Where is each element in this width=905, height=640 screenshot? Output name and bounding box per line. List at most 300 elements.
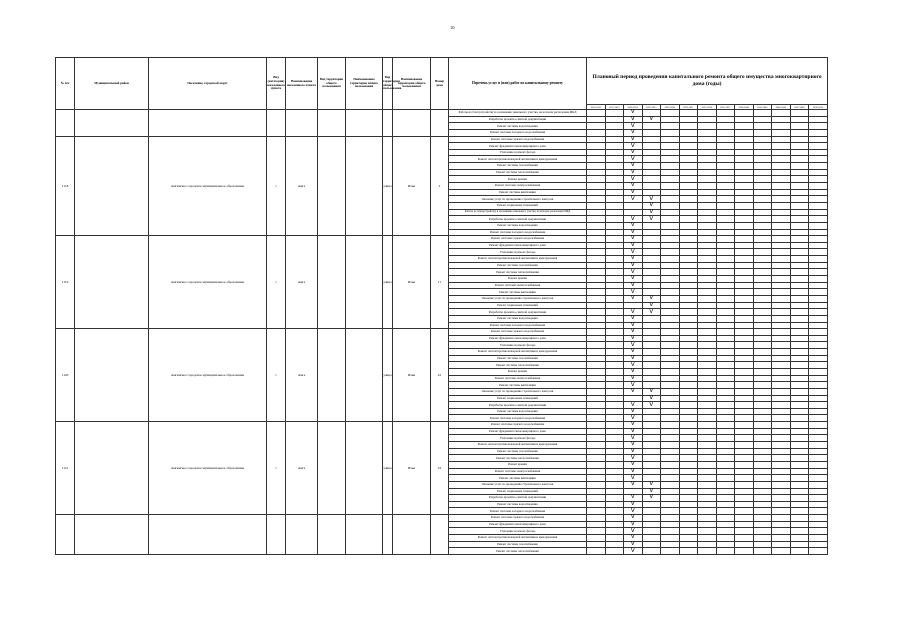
period-mark bbox=[698, 481, 717, 488]
period-mark bbox=[809, 388, 828, 395]
work-item: Ремонт системы горячего водоснабжения bbox=[449, 422, 587, 429]
period-mark bbox=[790, 408, 809, 415]
period-mark bbox=[753, 435, 772, 442]
period-mark bbox=[716, 183, 735, 190]
period-mark bbox=[679, 229, 698, 236]
period-mark bbox=[753, 322, 772, 329]
period-mark bbox=[605, 136, 624, 143]
period-mark bbox=[661, 236, 680, 243]
work-item: Ремонт подвальных помещений bbox=[449, 202, 587, 209]
header-row bbox=[56, 58, 828, 105]
period-mark bbox=[679, 315, 698, 322]
period-mark: V bbox=[624, 196, 643, 203]
period-mark bbox=[661, 202, 680, 209]
period-mark bbox=[772, 123, 791, 130]
row-number bbox=[56, 515, 75, 555]
empty-cell bbox=[346, 110, 383, 137]
period-mark bbox=[772, 395, 791, 402]
work-item: Разработка проектно-сметной документации bbox=[449, 216, 587, 223]
period-mark bbox=[679, 541, 698, 548]
period-mark bbox=[661, 129, 680, 136]
period-mark bbox=[735, 196, 754, 203]
work-item: Ремонт крыши bbox=[449, 176, 587, 183]
period-mark bbox=[753, 362, 772, 369]
period-mark bbox=[753, 481, 772, 488]
street-type-cell: улица bbox=[383, 329, 393, 422]
period-mark bbox=[735, 528, 754, 535]
work-item: Ремонт подвальных помещений bbox=[449, 302, 587, 309]
period-mark bbox=[605, 329, 624, 336]
period-mark bbox=[735, 388, 754, 395]
period-mark bbox=[661, 143, 680, 150]
year-header: 2035-2037 bbox=[716, 105, 735, 110]
work-item: Ремонт системы холодного водоснабжения bbox=[449, 322, 587, 329]
period-mark bbox=[735, 461, 754, 468]
period-mark bbox=[698, 156, 717, 163]
header-house: Номер дома bbox=[431, 58, 449, 110]
period-mark bbox=[587, 169, 606, 176]
empty-cell bbox=[286, 110, 318, 137]
period-mark bbox=[753, 110, 772, 117]
period-mark bbox=[661, 289, 680, 296]
period-mark bbox=[587, 289, 606, 296]
period-mark bbox=[605, 495, 624, 502]
work-item: Оказание услуг по проведению строительного контроля bbox=[449, 481, 587, 488]
period-mark bbox=[587, 515, 606, 522]
period-mark bbox=[642, 229, 661, 236]
work-item: Ремонт системы холодного водоснабжения bbox=[449, 229, 587, 236]
period-mark bbox=[809, 236, 828, 243]
period-mark bbox=[642, 362, 661, 369]
period-mark bbox=[698, 329, 717, 336]
period-mark bbox=[716, 276, 735, 283]
header-street-name-2: Наименование территории общего пользования bbox=[393, 58, 431, 110]
period-mark bbox=[661, 442, 680, 449]
period-mark bbox=[809, 368, 828, 375]
period-mark bbox=[587, 110, 606, 117]
period-mark bbox=[679, 448, 698, 455]
period-mark bbox=[735, 501, 754, 508]
period-mark: V bbox=[642, 196, 661, 203]
period-mark bbox=[642, 355, 661, 362]
period-mark bbox=[679, 481, 698, 488]
period-mark: V bbox=[624, 468, 643, 475]
period-mark bbox=[716, 222, 735, 229]
period-mark bbox=[735, 163, 754, 170]
period-mark bbox=[735, 116, 754, 123]
period-mark bbox=[809, 315, 828, 322]
period-mark bbox=[735, 149, 754, 156]
period-mark bbox=[605, 216, 624, 223]
period-mark bbox=[605, 475, 624, 482]
period-mark bbox=[753, 123, 772, 130]
period-mark bbox=[735, 156, 754, 163]
period-mark bbox=[716, 169, 735, 176]
period-mark bbox=[605, 448, 624, 455]
period-mark: V bbox=[624, 541, 643, 548]
period-mark bbox=[753, 541, 772, 548]
period-mark bbox=[679, 256, 698, 263]
period-mark bbox=[716, 468, 735, 475]
period-mark bbox=[809, 256, 828, 263]
period-mark: V bbox=[624, 156, 643, 163]
period-mark bbox=[679, 475, 698, 482]
period-mark bbox=[605, 508, 624, 515]
work-item: Ремонт фундамента многоквартирного дома bbox=[449, 428, 587, 435]
table-row bbox=[56, 110, 828, 117]
period-mark: V bbox=[624, 163, 643, 170]
work-item: Ремонт системы теплоснабжения bbox=[449, 269, 587, 276]
period-mark bbox=[735, 176, 754, 183]
locality-type-cell: с bbox=[267, 136, 286, 236]
period-mark bbox=[716, 475, 735, 482]
period-mark bbox=[772, 242, 791, 249]
period-mark bbox=[716, 461, 735, 468]
work-item: Ремонт систем противопожарной автоматики и дымоудаления bbox=[449, 349, 587, 356]
period-mark bbox=[790, 415, 809, 422]
period-mark bbox=[605, 481, 624, 488]
period-mark bbox=[587, 388, 606, 395]
period-mark bbox=[605, 202, 624, 209]
period-mark: V bbox=[624, 329, 643, 336]
header-locality-type: Вид (категория) населенного пункта bbox=[267, 58, 286, 110]
period-mark bbox=[753, 189, 772, 196]
period-mark bbox=[679, 335, 698, 342]
work-item: Ремонт подвальных помещений bbox=[449, 395, 587, 402]
period-mark bbox=[698, 508, 717, 515]
period-mark bbox=[809, 448, 828, 455]
period-mark bbox=[735, 442, 754, 449]
period-mark bbox=[716, 349, 735, 356]
period-mark bbox=[809, 149, 828, 156]
period-mark bbox=[772, 461, 791, 468]
work-item: Оказание услуг по проведению строительного контроля bbox=[449, 295, 587, 302]
period-mark bbox=[809, 342, 828, 349]
period-mark bbox=[790, 116, 809, 123]
period-mark bbox=[587, 461, 606, 468]
period-mark bbox=[698, 189, 717, 196]
period-mark: V bbox=[624, 448, 643, 455]
period-mark bbox=[661, 368, 680, 375]
period-mark bbox=[661, 541, 680, 548]
empty-cell bbox=[267, 110, 286, 137]
period-mark bbox=[698, 209, 717, 216]
work-item: Ремонт фундамента многоквартирного дома bbox=[449, 335, 587, 342]
period-mark bbox=[753, 528, 772, 535]
period-mark bbox=[642, 242, 661, 249]
period-mark bbox=[624, 202, 643, 209]
period-mark bbox=[679, 342, 698, 349]
work-item: Ремонт системы водоотведения bbox=[449, 123, 587, 130]
period-mark bbox=[661, 488, 680, 495]
period-mark: V bbox=[624, 309, 643, 316]
period-mark bbox=[698, 289, 717, 296]
period-mark bbox=[735, 362, 754, 369]
period-mark: V bbox=[624, 129, 643, 136]
period-mark bbox=[753, 488, 772, 495]
period-mark: V bbox=[624, 481, 643, 488]
period-mark bbox=[809, 455, 828, 462]
period-mark bbox=[605, 276, 624, 283]
period-mark bbox=[679, 222, 698, 229]
locality-cell: Амга bbox=[286, 136, 318, 236]
period-mark bbox=[661, 349, 680, 356]
work-item: Ремонт системы горячего водоснабжения bbox=[449, 515, 587, 522]
period-mark bbox=[716, 123, 735, 130]
period-mark bbox=[809, 163, 828, 170]
period-mark bbox=[661, 422, 680, 429]
period-mark bbox=[679, 269, 698, 276]
period-mark bbox=[753, 415, 772, 422]
period-mark bbox=[790, 129, 809, 136]
period-mark bbox=[735, 169, 754, 176]
period-mark bbox=[772, 256, 791, 263]
period-mark bbox=[679, 169, 698, 176]
period-mark: V bbox=[624, 362, 643, 369]
period-mark bbox=[605, 488, 624, 495]
period-mark bbox=[772, 276, 791, 283]
period-mark bbox=[790, 535, 809, 542]
empty-cell bbox=[393, 110, 431, 137]
period-mark bbox=[809, 382, 828, 389]
work-item: Утепление и ремонт фасада bbox=[449, 528, 587, 535]
period-mark bbox=[809, 282, 828, 289]
period-mark bbox=[679, 143, 698, 150]
period-mark bbox=[661, 149, 680, 156]
period-mark bbox=[679, 176, 698, 183]
period-mark bbox=[809, 189, 828, 196]
period-mark bbox=[587, 209, 606, 216]
period-mark bbox=[790, 289, 809, 296]
period-mark bbox=[790, 548, 809, 555]
period-mark bbox=[587, 315, 606, 322]
period-mark bbox=[716, 435, 735, 442]
period-mark bbox=[809, 355, 828, 362]
work-item: Ремонт системы газоснабжения bbox=[449, 448, 587, 455]
period-mark bbox=[642, 335, 661, 342]
period-mark bbox=[809, 156, 828, 163]
period-mark: V bbox=[624, 495, 643, 502]
period-mark bbox=[716, 129, 735, 136]
period-mark bbox=[716, 236, 735, 243]
period-mark bbox=[772, 309, 791, 316]
period-mark bbox=[716, 402, 735, 409]
period-mark: V bbox=[642, 495, 661, 502]
period-mark: V bbox=[624, 461, 643, 468]
period-mark bbox=[679, 362, 698, 369]
period-mark bbox=[642, 368, 661, 375]
period-mark bbox=[772, 315, 791, 322]
period-mark bbox=[753, 282, 772, 289]
period-mark bbox=[735, 368, 754, 375]
period-mark bbox=[587, 435, 606, 442]
period-mark bbox=[605, 515, 624, 522]
period-mark bbox=[587, 322, 606, 329]
period-mark bbox=[587, 422, 606, 429]
period-mark bbox=[809, 362, 828, 369]
period-mark bbox=[790, 368, 809, 375]
period-mark bbox=[790, 136, 809, 143]
period-mark bbox=[735, 375, 754, 382]
period-mark bbox=[772, 408, 791, 415]
period-mark bbox=[772, 156, 791, 163]
period-mark bbox=[809, 442, 828, 449]
period-mark bbox=[735, 202, 754, 209]
period-mark bbox=[735, 256, 754, 263]
period-mark bbox=[716, 209, 735, 216]
period-mark: V bbox=[624, 189, 643, 196]
house-number-cell: 19 bbox=[431, 422, 449, 515]
work-item: Разработка проектно-сметной документации bbox=[449, 495, 587, 502]
period-mark bbox=[661, 508, 680, 515]
period-mark bbox=[772, 229, 791, 236]
street-empty-cell bbox=[346, 136, 383, 236]
period-mark bbox=[716, 368, 735, 375]
period-mark bbox=[809, 501, 828, 508]
period-mark: V bbox=[642, 295, 661, 302]
period-mark bbox=[642, 349, 661, 356]
work-item: Ремонт систем противопожарной автоматики и дымоудаления bbox=[449, 256, 587, 263]
period-mark bbox=[587, 295, 606, 302]
period-mark bbox=[772, 143, 791, 150]
period-mark bbox=[809, 143, 828, 150]
period-mark bbox=[735, 209, 754, 216]
period-mark bbox=[605, 169, 624, 176]
period-mark bbox=[587, 143, 606, 150]
period-mark bbox=[605, 309, 624, 316]
period-mark bbox=[587, 428, 606, 435]
period-mark bbox=[587, 123, 606, 130]
period-mark bbox=[735, 408, 754, 415]
period-mark bbox=[809, 335, 828, 342]
work-item: Работы по благоустройству и озеленению земельного участка, на котором расположен МКД bbox=[449, 110, 587, 117]
period-mark bbox=[735, 129, 754, 136]
period-mark bbox=[642, 508, 661, 515]
period-mark bbox=[716, 295, 735, 302]
period-mark bbox=[587, 163, 606, 170]
period-mark bbox=[587, 282, 606, 289]
period-mark bbox=[735, 415, 754, 422]
period-mark bbox=[698, 468, 717, 475]
period-mark bbox=[679, 355, 698, 362]
period-mark bbox=[753, 209, 772, 216]
period-mark: V bbox=[624, 508, 643, 515]
period-mark: V bbox=[624, 222, 643, 229]
period-mark bbox=[698, 169, 717, 176]
period-mark bbox=[679, 262, 698, 269]
period-mark bbox=[587, 408, 606, 415]
period-mark bbox=[587, 402, 606, 409]
work-item: Разработка проектно-сметной документации bbox=[449, 309, 587, 316]
period-mark: V bbox=[624, 342, 643, 349]
period-mark bbox=[809, 495, 828, 502]
period-mark bbox=[661, 535, 680, 542]
period-mark bbox=[661, 375, 680, 382]
street-cell: Ильи bbox=[393, 136, 431, 236]
period-mark bbox=[790, 515, 809, 522]
period-mark bbox=[735, 110, 754, 117]
period-mark bbox=[753, 349, 772, 356]
period-mark bbox=[735, 222, 754, 229]
year-header: 2023-2025 bbox=[642, 105, 661, 110]
period-mark bbox=[716, 249, 735, 256]
period-mark bbox=[661, 176, 680, 183]
header-street-name: Наименование территории общего пользования bbox=[346, 58, 383, 110]
period-mark bbox=[790, 322, 809, 329]
period-mark bbox=[587, 362, 606, 369]
period-mark bbox=[809, 209, 828, 216]
period-mark bbox=[716, 269, 735, 276]
period-mark bbox=[661, 428, 680, 435]
period-mark bbox=[753, 355, 772, 362]
period-mark bbox=[772, 163, 791, 170]
period-mark bbox=[624, 209, 643, 216]
period-mark bbox=[790, 236, 809, 243]
empty-cell bbox=[56, 110, 75, 137]
period-mark bbox=[753, 129, 772, 136]
period-mark bbox=[679, 156, 698, 163]
period-mark bbox=[605, 415, 624, 422]
locality-cell: Амга bbox=[286, 329, 318, 422]
period-mark bbox=[716, 501, 735, 508]
period-mark bbox=[716, 189, 735, 196]
period-mark bbox=[698, 282, 717, 289]
period-mark bbox=[772, 415, 791, 422]
period-mark bbox=[698, 269, 717, 276]
period-mark bbox=[735, 189, 754, 196]
period-mark bbox=[735, 315, 754, 322]
period-mark bbox=[716, 495, 735, 502]
period-mark bbox=[735, 508, 754, 515]
period-mark bbox=[661, 322, 680, 329]
period-mark bbox=[642, 163, 661, 170]
period-mark bbox=[809, 481, 828, 488]
period-mark bbox=[753, 216, 772, 223]
period-mark bbox=[605, 342, 624, 349]
period-mark bbox=[716, 143, 735, 150]
period-mark bbox=[790, 461, 809, 468]
period-mark bbox=[642, 276, 661, 283]
period-mark bbox=[772, 216, 791, 223]
period-mark bbox=[605, 129, 624, 136]
period-mark bbox=[679, 309, 698, 316]
period-mark: V bbox=[624, 123, 643, 130]
work-item: Разработка проектно-сметной документации bbox=[449, 116, 587, 123]
period-mark bbox=[642, 435, 661, 442]
period-mark bbox=[642, 322, 661, 329]
period-mark bbox=[772, 136, 791, 143]
period-mark bbox=[698, 342, 717, 349]
period-mark bbox=[716, 202, 735, 209]
period-mark bbox=[605, 289, 624, 296]
period-mark bbox=[605, 388, 624, 395]
period-mark bbox=[642, 521, 661, 528]
work-item: Ремонт системы холодного водоснабжения bbox=[449, 129, 587, 136]
period-mark bbox=[716, 422, 735, 429]
period-mark bbox=[679, 149, 698, 156]
table-row bbox=[56, 136, 828, 143]
period-mark bbox=[698, 375, 717, 382]
period-mark bbox=[661, 242, 680, 249]
period-mark bbox=[809, 242, 828, 249]
period-mark bbox=[587, 521, 606, 528]
work-item: Оказание услуг по проведению строительного контроля bbox=[449, 388, 587, 395]
period-mark: V bbox=[624, 475, 643, 482]
locality-cell: Амга bbox=[286, 422, 318, 515]
period-mark bbox=[753, 183, 772, 190]
period-mark bbox=[605, 143, 624, 150]
period-mark bbox=[790, 422, 809, 429]
